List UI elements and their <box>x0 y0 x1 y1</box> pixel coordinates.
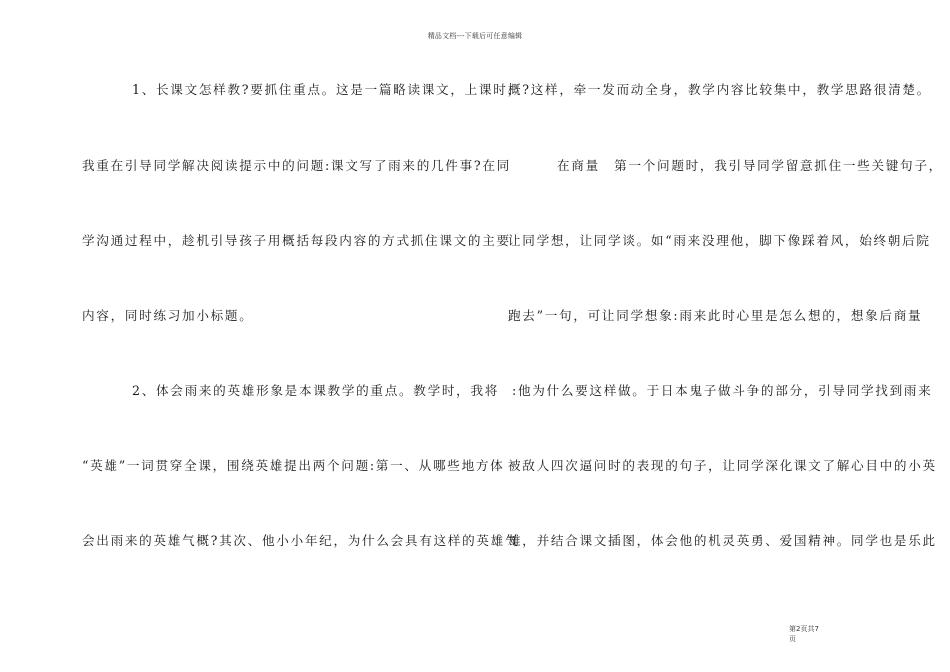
page-number-line: 页 <box>789 635 796 643</box>
paragraph-line: 被敌人四次逼问时的表现的句子，让同学深化课文了解心目中的小英 <box>508 458 937 473</box>
paragraph-line: 2、体会雨来的英雄形象是本课教学的重点。教学时，我将 <box>132 383 500 398</box>
page-header: 精品文档---下载后可任意编辑 <box>427 32 523 40</box>
paragraph-line: 雄，并结合课文插图，体会他的机灵英勇、爱国精神。同学也是乐此 <box>508 533 937 548</box>
paragraph-line: 跑去”一句，可让同学想象:雨来此时心里是怎么想的，想象后商量 <box>508 308 923 323</box>
paragraph-line: “英雄”一词贯穿全课，围绕英雄提出两个问题:第一、从哪些地方体 <box>82 458 505 473</box>
paragraph-line: 我重在引导同学解决阅读提示中的问题:课文写了雨来的几件事?在同 <box>82 158 511 173</box>
paragraph-line: 会出雨来的英雄气概?其次、他小小年纪，为什么会具有这样的英雄气 <box>82 533 520 548</box>
paragraph-line: 内容，同时练习加小标题。 <box>82 308 254 323</box>
paragraph-line: 1、长课文怎样教?要抓住重点。这是一篇略读课文，上课时， <box>132 82 522 97</box>
paragraph-line: 概?这样，牵一发而动全身，教学内容比较集中，教学思路很清楚。 <box>508 82 931 97</box>
page-number <box>789 624 839 644</box>
paragraph-line: :他为什么要这样做。于日本鬼子做斗争的部分，引导同学找到雨来 <box>512 383 933 398</box>
paragraph-line: 学沟通过程中，趁机引导孩子用概括每段内容的方式抓住课文的主要 <box>82 233 511 248</box>
paragraph-line: 让同学想，让同学谈。如“雨来没理他，脚下像踩着风，始终朝后院 <box>508 233 931 248</box>
page-number-line: 第2页共7 <box>789 625 819 633</box>
paragraph-line: 在商量 第一个问题时，我引导同学留意抓住一些关键句子， <box>557 158 943 173</box>
